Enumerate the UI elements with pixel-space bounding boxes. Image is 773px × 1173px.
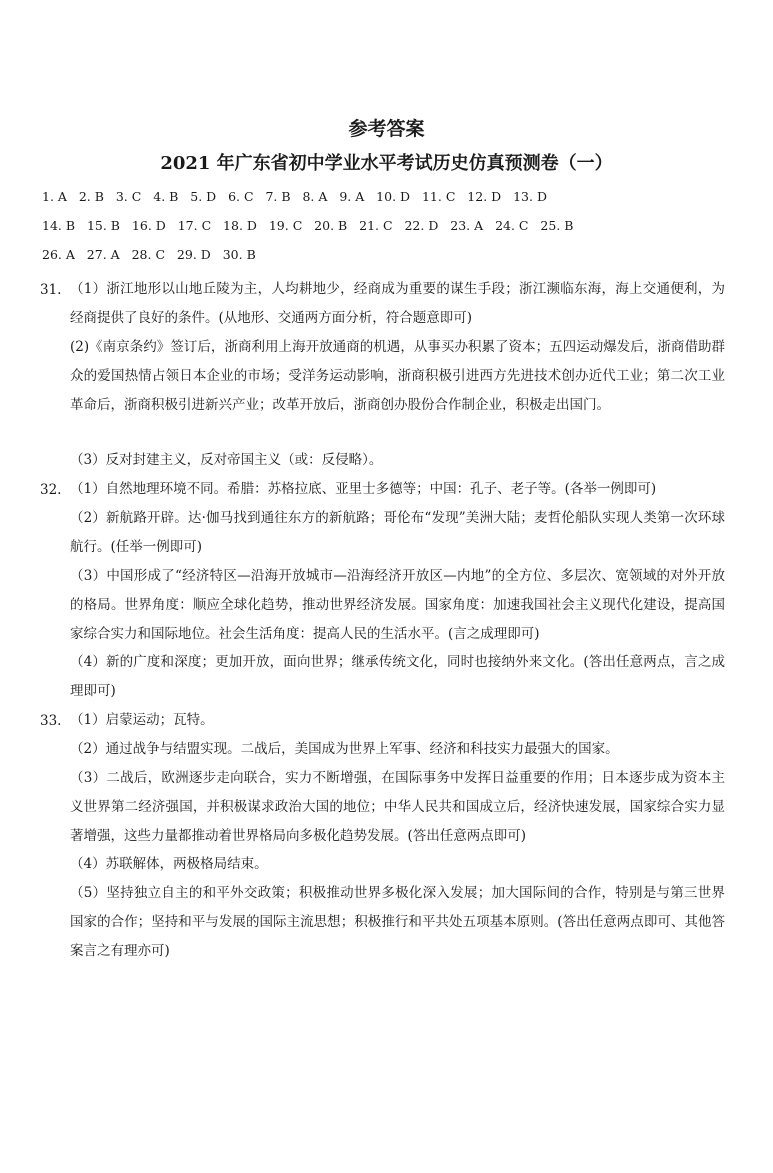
question-33-part-4: （4）苏联解体，两极格局结束。	[70, 856, 268, 872]
question-33-part-1: （1）启蒙运动；瓦特。	[70, 712, 214, 728]
question-31-part-2: (2)《南京条约》签订后，浙商利用上海开放通商的机遇，从事买办积累了资本；五四运动爆发后，浙商借助群众的爱国热情占领日本企业的市场；受洋务运动影响，浙商积极引进西方先进技术创办近代工业；第二次工业革命后，浙商积极引进新兴产业；改革开放后，浙商创办股份合作制企业，积极走出国门。	[70, 339, 725, 414]
question-32-number: 32.	[40, 482, 62, 498]
question-33-part-3: （3）二战后，欧洲逐步走向联合，实力不断增强，在国际事务中发挥日益重要的作用；日本逐步成为资本主义世界第二经济强国，并积极谋求政治大国的地位；中华人民共和国成立后，经济快速发展，国家综合实力显著增强，这些力量都推动着世界格局向多极化趋势发展。(答出任意两点即可)	[70, 770, 725, 845]
question-32-part-1: （1）自然地理环境不同。希腊：苏格拉底、亚里士多德等；中国：孔子、老子等。(各举一例即可)	[70, 481, 657, 497]
page-title: 参考答案	[348, 118, 425, 140]
question-33-number: 33.	[40, 713, 62, 729]
question-33-part-2: （2）通过战争与结盟实现。二战后，美国成为世界上军事、经济和科技实力最强大的国家。	[70, 741, 619, 757]
question-31-number: 31.	[40, 282, 62, 298]
choice-answers-row-3: 26. A 27. A 28. C 29. D 30. B	[42, 247, 256, 262]
question-31-part-3: （3）反对封建主义，反对帝国主义（或：反侵略）。	[70, 452, 383, 468]
question-31-part-1: （1）浙江地形以山地丘陵为主，人均耕地少，经商成为重要的谋生手段；浙江濒临东海，海上交通便利，为经商提供了良好的条件。(从地形、交通两方面分析，符合题意即可)	[70, 281, 725, 327]
question-32-part-3: （3）中国形成了“经济特区—沿海开放城市—沿海经济开放区—内地”的全方位、多层次、宽领域的对外开放的格局。世界角度：顺应全球化趋势，推动世界经济发展。国家角度：加速我国社会主义现代化建设，提高国家综合实力和国际地位。社会生活角度：提高人民的生活水平。(言之成理即可)	[70, 568, 725, 643]
question-32-part-4: （4）新的广度和深度；更加开放，面向世界；继承传统文化，同时也接纳外来文化。(答出任意两点，言之成理即可)	[70, 654, 725, 700]
choice-answers-row-2: 14. B 15. B 16. D 17. C 18. D 19. C 20. B 21. C 22. D 23. A 24. C 25. B	[42, 218, 574, 233]
question-32-part-2: （2）新航路开辟。达·伽马找到通往东方的新航路；哥伦布“发现”美洲大陆；麦哲伦船队实现人类第一次环球航行。(任举一例即可)	[70, 510, 725, 556]
choice-answers-row-1: 1. A 2. B 3. C 4. B 5. D 6. C 7. B 8. A 9. A 10. D 11. C 12. D 13. D	[42, 189, 547, 204]
question-33-part-5: （5）坚持独立自主的和平外交政策；积极推动世界多极化深入发展；加大国际间的合作，特别是与第三世界国家的合作；坚持和平与发展的国际主流思想；积极推行和平共处五项基本原则。(答出任意两点即可、其他答案言之有理亦可)	[70, 885, 725, 960]
page-subtitle: 2021 年广东省初中学业水平考试历史仿真预测卷（一）	[160, 153, 613, 174]
